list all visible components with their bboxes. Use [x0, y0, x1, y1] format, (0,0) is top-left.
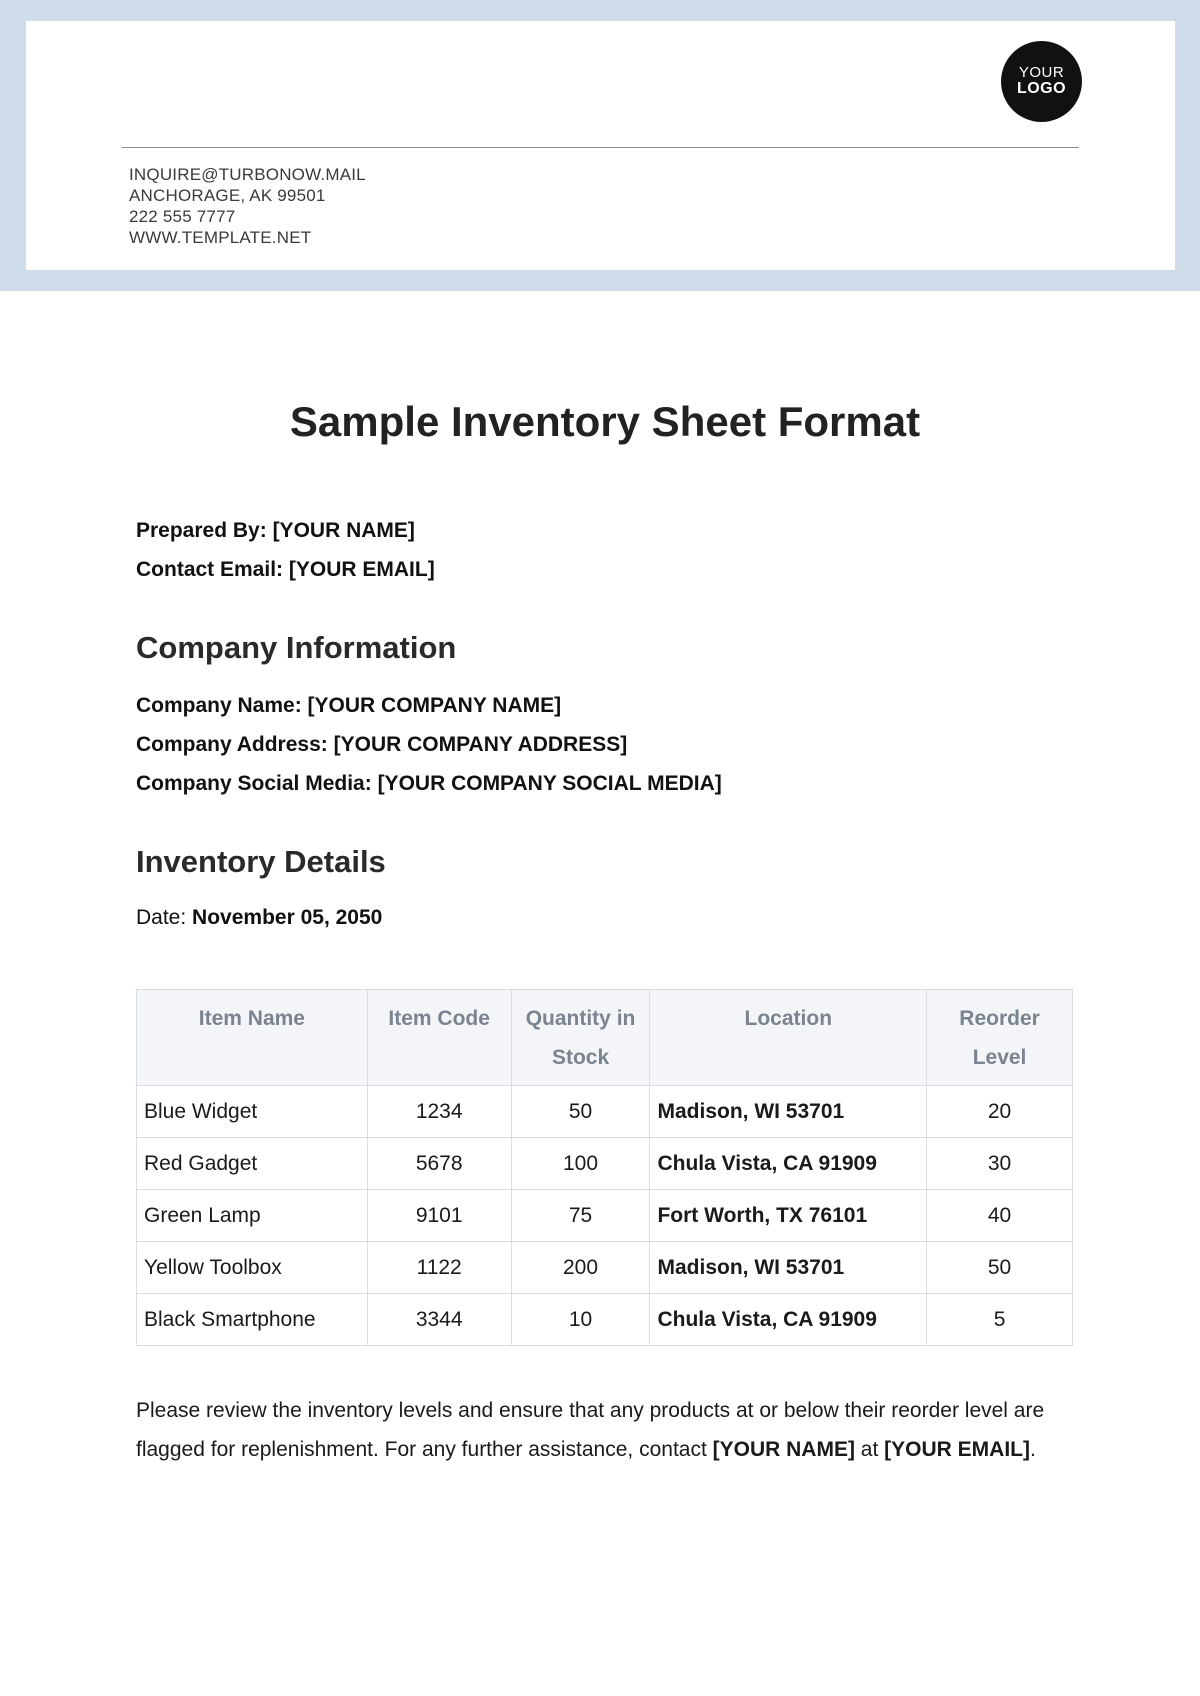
cell-item-code: 1122 — [367, 1242, 511, 1294]
closing-paragraph — [136, 1391, 1076, 1469]
logo-line-1: YOUR — [1018, 64, 1065, 82]
company-social-label: Company Social Media: — [136, 772, 372, 795]
cell-reorder-level: 30 — [927, 1138, 1073, 1190]
header-band — [0, 0, 1200, 291]
company-name-label: Company Name: — [136, 694, 302, 717]
date-label: Date: — [136, 906, 187, 929]
column-header-location: Location — [650, 990, 927, 1086]
cell-reorder-level: 40 — [927, 1190, 1073, 1242]
cell-location: Madison, WI 53701 — [650, 1242, 927, 1294]
header-card — [26, 21, 1175, 270]
cell-location: Chula Vista, CA 91909 — [650, 1138, 927, 1190]
table-row — [137, 1086, 1073, 1138]
contact-website: WWW.TEMPLATE.NET — [129, 228, 312, 247]
inventory-date-line — [136, 906, 382, 930]
company-info-heading: Company Information — [136, 630, 457, 665]
company-address-label: Company Address: — [136, 733, 328, 756]
closing-text-2: at — [854, 1438, 885, 1461]
closing-contact-email: [YOUR EMAIL] — [884, 1438, 1030, 1461]
logo-line-2: LOGO — [1016, 79, 1067, 97]
cell-quantity: 10 — [511, 1294, 650, 1346]
inventory-details-heading: Inventory Details — [136, 844, 386, 879]
cell-item-code: 3344 — [367, 1294, 511, 1346]
cell-location: Madison, WI 53701 — [650, 1086, 927, 1138]
contact-email-label: Contact Email: — [136, 558, 284, 581]
cell-item-name: Blue Widget — [137, 1086, 368, 1138]
cell-quantity: 75 — [511, 1190, 650, 1242]
contact-block — [129, 164, 366, 248]
cell-quantity: 200 — [511, 1242, 650, 1294]
company-address-value: [YOUR COMPANY ADDRESS] — [333, 733, 628, 756]
prepared-by-label: Prepared By: — [136, 519, 267, 542]
column-header-item-name: Item Name — [137, 990, 368, 1086]
cell-reorder-level: 5 — [927, 1294, 1073, 1346]
column-header-reorder-level: Reorder Level — [927, 990, 1073, 1086]
table-row — [137, 1242, 1073, 1294]
table-row — [137, 1294, 1073, 1346]
company-address-line — [136, 733, 627, 757]
date-value: November 05, 2050 — [192, 906, 383, 929]
cell-quantity: 50 — [511, 1086, 650, 1138]
cell-quantity: 100 — [511, 1138, 650, 1190]
cell-location: Chula Vista, CA 91909 — [650, 1294, 927, 1346]
inventory-table — [136, 989, 1073, 1346]
cell-item-code: 1234 — [367, 1086, 511, 1138]
cell-item-name: Red Gadget — [137, 1138, 368, 1190]
company-social-value: [YOUR COMPANY SOCIAL MEDIA] — [377, 772, 722, 795]
cell-item-code: 9101 — [367, 1190, 511, 1242]
column-header-quantity: Quantity in Stock — [511, 990, 650, 1086]
prepared-by-value: [YOUR NAME] — [272, 519, 415, 542]
document-title: Sample Inventory Sheet Format — [289, 398, 921, 445]
cell-item-code: 5678 — [367, 1138, 511, 1190]
company-name-line — [136, 694, 561, 718]
cell-item-name: Black Smartphone — [137, 1294, 368, 1346]
closing-text-1: Please review the inventory levels and ensure that any products at or below their reorder level are flagged for replenishment. For any further assistance, contact — [136, 1399, 1045, 1461]
header-divider — [122, 147, 1079, 148]
contact-phone: 222 555 7777 — [129, 207, 236, 226]
cell-item-name: Yellow Toolbox — [137, 1242, 368, 1294]
cell-reorder-level: 50 — [927, 1242, 1073, 1294]
cell-location: Fort Worth, TX 76101 — [650, 1190, 927, 1242]
contact-address: ANCHORAGE, AK 99501 — [129, 186, 326, 205]
prepared-by-line — [136, 519, 415, 543]
company-social-line — [136, 772, 722, 796]
company-logo — [1001, 41, 1082, 122]
closing-text-3: . — [1029, 1438, 1036, 1461]
cell-reorder-level: 20 — [927, 1086, 1073, 1138]
column-header-item-code: Item Code — [367, 990, 511, 1086]
contact-email-value: [YOUR EMAIL] — [288, 558, 435, 581]
table-header-row — [137, 990, 1073, 1086]
cell-item-name: Green Lamp — [137, 1190, 368, 1242]
contact-email-line — [136, 558, 435, 582]
closing-contact-name: [YOUR NAME] — [712, 1438, 855, 1461]
table-row — [137, 1190, 1073, 1242]
table-row — [137, 1138, 1073, 1190]
contact-email: INQUIRE@TURBONOW.MAIL — [129, 165, 366, 184]
company-name-value: [YOUR COMPANY NAME] — [307, 694, 562, 717]
